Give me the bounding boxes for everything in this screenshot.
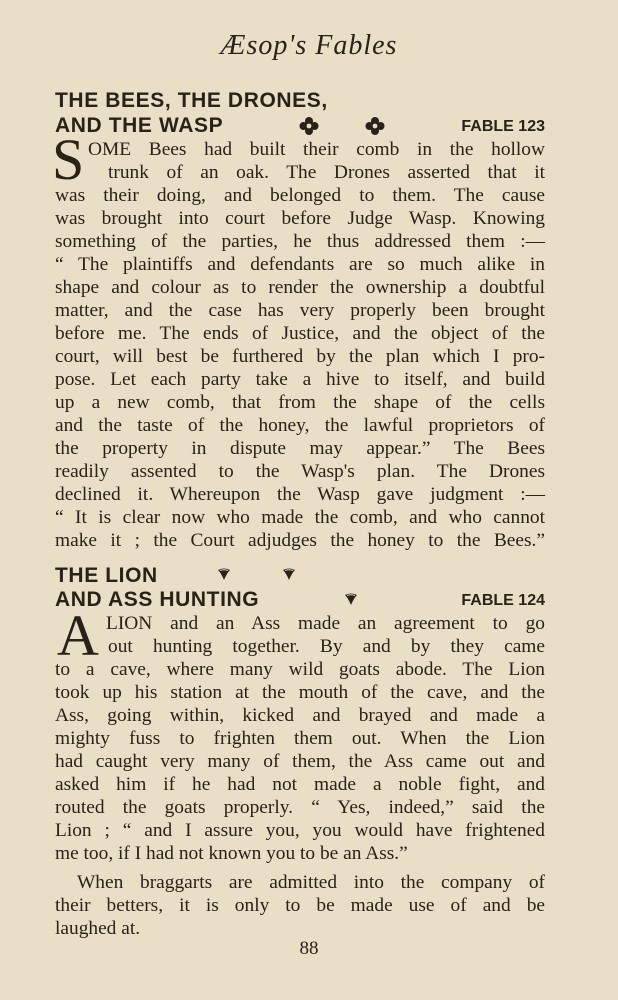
flower-ornament-icon bbox=[364, 116, 386, 136]
leaf-ornament-icon bbox=[344, 592, 358, 606]
drop-cap: A bbox=[57, 603, 99, 668]
leaf-ornament-icon bbox=[217, 567, 231, 581]
text-line: took up his station at the mouth of the cave, and the bbox=[55, 682, 545, 703]
text-line: before me. The ends of Justice, and the object of the bbox=[55, 323, 545, 344]
text-line: trunk of an oak. The Drones asserted that it bbox=[108, 162, 545, 183]
text-line: up a new comb, that from the shape of the cells bbox=[55, 392, 545, 413]
fable-123-title-line-1: THE BEES, THE DRONES, bbox=[55, 89, 328, 112]
text-line: pose. Let each party take a hive to itself, and build bbox=[55, 369, 545, 390]
leaf-ornament-icon bbox=[282, 567, 296, 581]
text-line: and the taste of the honey, the lawful proprietors of bbox=[55, 415, 545, 436]
text-line: make it ; the Court adjudges the honey to the Bees.” bbox=[55, 530, 545, 551]
moral-line: When braggarts are admitted into the company of bbox=[77, 872, 545, 893]
text-line: Lion ; “ and I assure you, you would have frightened bbox=[55, 820, 545, 841]
text-line: “ The plaintiffs and defendants are so much alike in bbox=[55, 254, 545, 275]
text-line: was brought into court before Judge Wasp. Knowing bbox=[55, 208, 545, 229]
fable-124-title-line-2: AND ASS HUNTING bbox=[55, 588, 260, 611]
text-line: shape and colour as to render the ownership a doubtful bbox=[55, 277, 545, 298]
text-line: asked him if he had not made a noble fight, and bbox=[55, 774, 545, 795]
fable-123-title-line-2: AND THE WASP bbox=[55, 114, 224, 137]
text-line: something of the parties, he thus addressed them :— bbox=[55, 231, 545, 252]
text-line: the property in dispute may appear.” The Bees bbox=[55, 438, 545, 459]
text-line: to a cave, where many wild goats abode. The Lion bbox=[55, 659, 545, 680]
fable-number: FABLE 124 bbox=[461, 592, 545, 609]
running-head: Æsop's Fables bbox=[220, 30, 398, 61]
text-line: readily assented to the Wasp's plan. The Drones bbox=[55, 461, 545, 482]
text-line: was their doing, and belonged to them. The cause bbox=[55, 185, 545, 206]
text-line: declined it. Whereupon the Wasp gave judgment :— bbox=[55, 484, 545, 505]
text-line: matter, and the case has very properly been brought bbox=[55, 300, 545, 321]
text-line: court, will best be furthered by the plan which I pro- bbox=[55, 346, 545, 367]
flower-ornament-icon bbox=[298, 116, 320, 136]
fable-number: FABLE 123 bbox=[461, 118, 545, 135]
text-line: mighty fuss to frighten them out. When the Lion bbox=[55, 728, 545, 749]
drop-cap: S bbox=[52, 127, 85, 192]
moral-line: laughed at. bbox=[55, 918, 141, 939]
text-line: routed the goats properly. “ Yes, indeed,” said the bbox=[55, 797, 545, 818]
text-line: OME Bees had built their comb in the hollow bbox=[88, 139, 545, 160]
text-line: Ass, going within, kicked and brayed and made a bbox=[55, 705, 545, 726]
text-line: out hunting together. By and by they came bbox=[108, 636, 545, 657]
page-number: 88 bbox=[299, 938, 319, 959]
text-line: me too, if I had not known you to be an Ass.” bbox=[55, 843, 408, 864]
moral-line: their betters, it is only to be made use of and be bbox=[55, 895, 545, 916]
fable-124-title-line-1: THE LION bbox=[55, 564, 158, 587]
text-line: LION and an Ass made an agreement to go bbox=[106, 613, 545, 634]
text-line: had caught very many of them, the Ass came out and bbox=[55, 751, 545, 772]
text-line: “ It is clear now who made the comb, and who cannot bbox=[55, 507, 545, 528]
